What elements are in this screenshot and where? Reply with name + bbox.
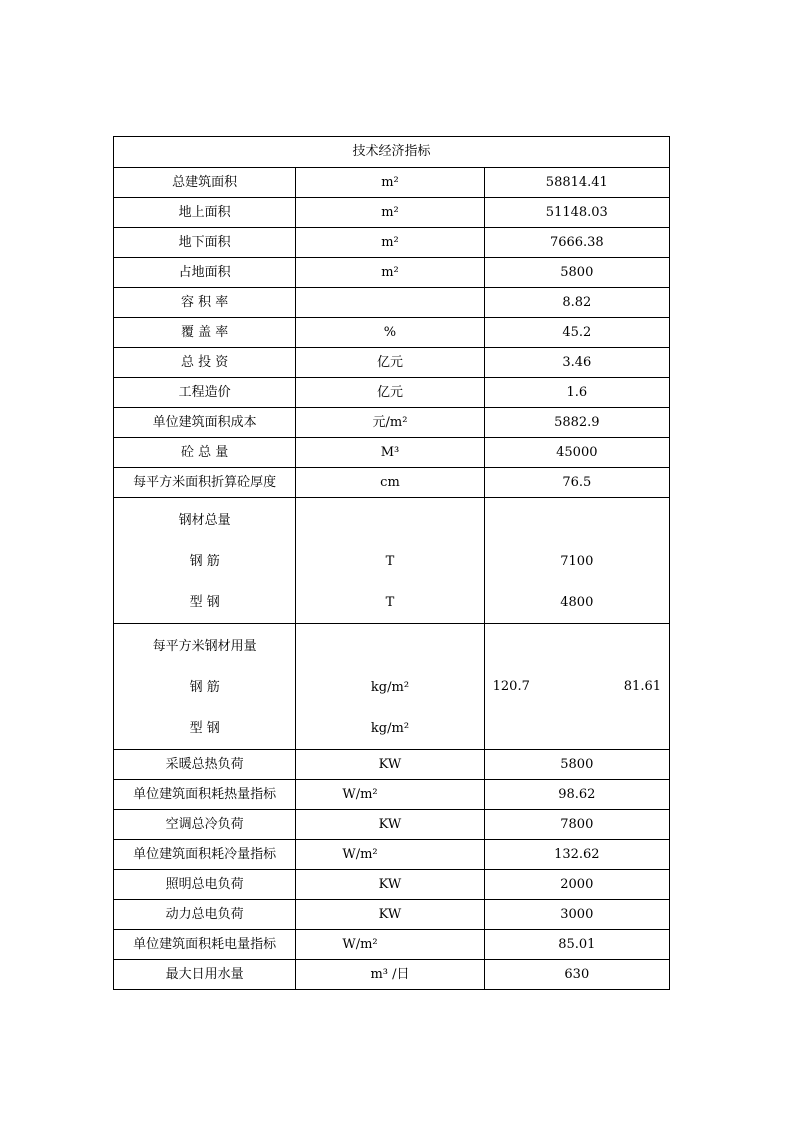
row-value: 5882.9 (484, 408, 669, 438)
row-label: 单位建筑面积成本 (114, 408, 296, 438)
row-label: 总建筑面积 (114, 168, 296, 198)
row-unit: m² (296, 198, 484, 228)
steel-section-label: 型 钢 (189, 594, 220, 610)
row-unit (296, 288, 484, 318)
row-label: 砼 总 量 (114, 438, 296, 468)
steel-per-m2-rebar-unit: kg/m² (370, 679, 410, 695)
table-row (114, 960, 670, 990)
table-row (114, 438, 670, 468)
table-row (114, 930, 670, 960)
row-value: 5800 (484, 258, 669, 288)
table-row (114, 198, 670, 228)
row-label: 单位建筑面积耗电量指标 (114, 930, 296, 960)
table-title: 技术经济指标 (114, 137, 670, 168)
table-row (114, 318, 670, 348)
row-value: 3000 (484, 900, 669, 930)
row-value: 76.5 (484, 468, 669, 498)
row-unit: 元/m² (296, 408, 484, 438)
row-unit: m³ /日 (296, 960, 484, 990)
row-value: 8.82 (484, 288, 669, 318)
row-label: 占地面积 (114, 258, 296, 288)
row-label: 工程造价 (114, 378, 296, 408)
row-unit: cm (296, 468, 484, 498)
row-label: 采暖总热负荷 (114, 750, 296, 780)
row-value: 132.62 (484, 840, 669, 870)
table-row (114, 870, 670, 900)
row-unit: KW (296, 750, 484, 780)
tech-econ-table (113, 136, 670, 990)
row-value: 51148.03 (484, 198, 669, 228)
row-unit: W/m² (296, 780, 484, 810)
table-row (114, 228, 670, 258)
row-unit: W/m² (296, 840, 484, 870)
row-unit: KW (296, 870, 484, 900)
table-row (114, 258, 670, 288)
row-value: 2000 (484, 870, 669, 900)
row-label: 地下面积 (114, 228, 296, 258)
row-value: 7800 (484, 810, 669, 840)
row-value: 58814.41 (484, 168, 669, 198)
steel-total-label: 钢材总量 (178, 512, 231, 528)
table-row (114, 408, 670, 438)
row-value: 45.2 (484, 318, 669, 348)
row-unit: % (296, 318, 484, 348)
steel-rebar-value: 7100 (560, 553, 594, 569)
row-label: 最大日用水量 (114, 960, 296, 990)
row-unit: KW (296, 810, 484, 840)
row-label: 总 投 资 (114, 348, 296, 378)
row-label: 单位建筑面积耗冷量指标 (114, 840, 296, 870)
table-row (114, 288, 670, 318)
row-unit: m² (296, 228, 484, 258)
row-value: 630 (484, 960, 669, 990)
steel-section-unit: T (385, 594, 395, 610)
row-label: 照明总电负荷 (114, 870, 296, 900)
steel-per-m2-section-value: 81.61 (623, 678, 661, 694)
table-title-row (114, 137, 670, 168)
steel-per-m2-rebar-value: 120.7 (492, 678, 530, 694)
row-label: 覆 盖 率 (114, 318, 296, 348)
row-unit: 亿元 (296, 348, 484, 378)
steel-per-m2-rebar-label: 钢 筋 (189, 679, 220, 695)
steel-per-m2-section-label: 型 钢 (189, 720, 220, 736)
steel-section-value: 4800 (560, 594, 594, 610)
table-row (114, 840, 670, 870)
row-value: 3.46 (484, 348, 669, 378)
table-row (114, 168, 670, 198)
row-value: 1.6 (484, 378, 669, 408)
steel-rebar-label: 钢 筋 (189, 553, 220, 569)
table-row (114, 810, 670, 840)
table-row (114, 468, 670, 498)
row-value: 7666.38 (484, 228, 669, 258)
row-label: 空调总冷负荷 (114, 810, 296, 840)
table-row (114, 348, 670, 378)
row-label: 单位建筑面积耗热量指标 (114, 780, 296, 810)
table-row (114, 378, 670, 408)
row-value: 45000 (484, 438, 669, 468)
table-row (114, 900, 670, 930)
row-value: 98.62 (484, 780, 669, 810)
steel-per-m2-label: 每平方米钢材用量 (152, 638, 257, 654)
steel-total-row (114, 498, 670, 624)
row-unit: KW (296, 900, 484, 930)
table-row (114, 780, 670, 810)
row-label: 容 积 率 (114, 288, 296, 318)
row-unit: M³ (296, 438, 484, 468)
row-unit: W/m² (296, 930, 484, 960)
row-unit: m² (296, 168, 484, 198)
row-label: 动力总电负荷 (114, 900, 296, 930)
steel-per-m2-row (114, 624, 670, 750)
row-label: 每平方米面积折算砼厚度 (114, 468, 296, 498)
row-unit: m² (296, 258, 484, 288)
steel-rebar-unit: T (385, 553, 395, 569)
row-label: 地上面积 (114, 198, 296, 228)
row-value: 85.01 (484, 930, 669, 960)
steel-per-m2-section-unit: kg/m² (370, 720, 410, 736)
row-unit: 亿元 (296, 378, 484, 408)
table-row (114, 750, 670, 780)
row-value: 5800 (484, 750, 669, 780)
